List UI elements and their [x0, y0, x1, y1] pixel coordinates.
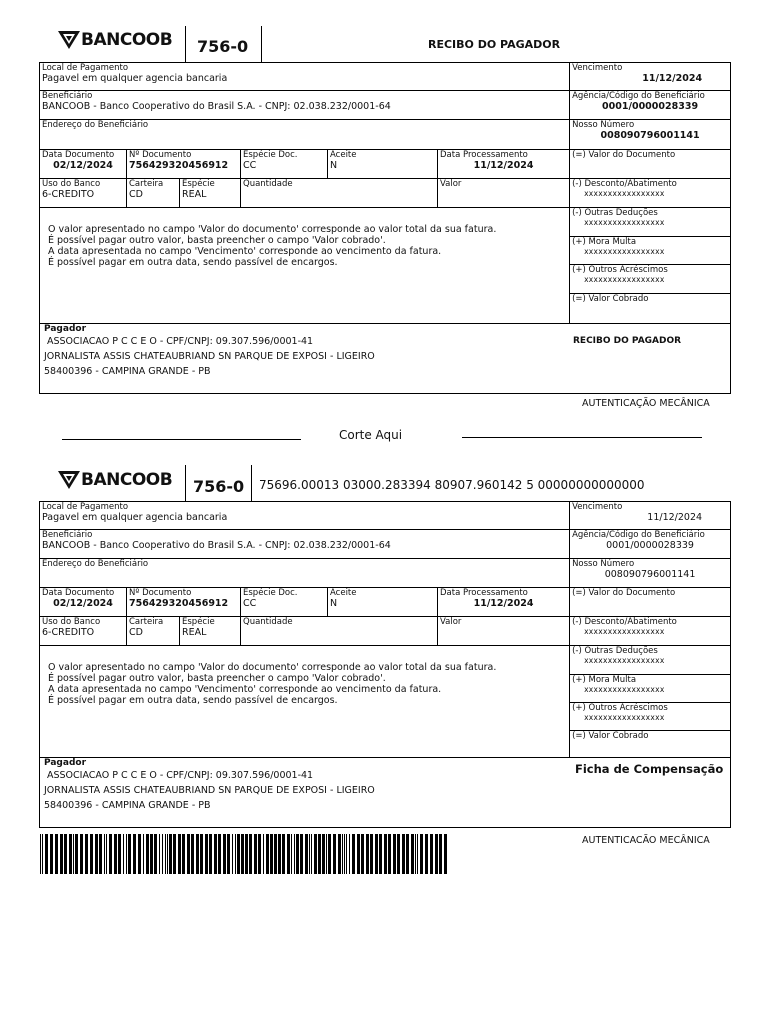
especie: REAL	[182, 189, 207, 200]
especie-doc: CC	[243, 160, 257, 171]
quantidade-cell: Quantidade	[241, 617, 438, 646]
barcode-bar	[75, 834, 78, 874]
agencia: 0001/0000028339	[602, 101, 699, 112]
barcode-bar	[379, 834, 382, 874]
bancoob-logo-mark-icon	[58, 471, 80, 489]
barcode-bar	[69, 834, 72, 874]
compensation-table	[39, 501, 731, 828]
pagador-label: Pagador	[44, 324, 87, 334]
data-documento-cell: Data Documento 02/12/2024	[40, 588, 127, 617]
barcode-bar	[90, 834, 93, 874]
agencia: 0001/0000028339	[606, 540, 694, 551]
barcode-bar	[104, 834, 105, 874]
barcode-bar	[326, 834, 327, 874]
barcode-bar	[346, 834, 347, 874]
uso-banco-cell: Uso do Banco 6-CREDITO	[40, 179, 127, 208]
barcode-bar	[237, 834, 240, 874]
barcode-bar	[282, 834, 285, 874]
bancoob-logo	[58, 470, 172, 490]
barcode-bar	[241, 834, 244, 874]
barcode-bar	[274, 834, 277, 874]
data-processamento: 11/12/2024	[473, 598, 534, 609]
instruction-line: A data apresentada no campo 'Vencimento' corresponde ao vencimento da fatura.	[48, 684, 442, 695]
barcode-bar	[191, 834, 194, 874]
barcode-bar	[50, 834, 53, 874]
data-processamento-cell: Data Processamento 11/12/2024	[438, 588, 570, 617]
barcode-bar	[270, 834, 273, 874]
valor-documento-cell: (=) Valor do Documento	[570, 150, 731, 179]
barcode-bar	[287, 834, 290, 874]
barcode-bar	[430, 834, 433, 874]
barcode-bar	[173, 834, 176, 874]
barcode-bar	[162, 834, 163, 874]
barcode-bar	[42, 834, 43, 874]
barcode-bar	[338, 834, 341, 874]
barcode-bar	[263, 834, 264, 874]
barcode-bar	[218, 834, 221, 874]
barcode-bar	[55, 834, 58, 874]
instruction-line: É possível pagar em outra data, sendo passível de encargos.	[48, 257, 338, 268]
vencimento-cell: Vencimento 11/12/2024	[570, 63, 731, 91]
autenticacao-mecanica: AUTENTICAÇÃO MECÂNICA	[582, 398, 710, 409]
barcode-bar	[322, 834, 325, 874]
outras-deducoes-cell: (-) Outras Deduções xxxxxxxxxxxxxxxxx	[570, 208, 731, 237]
uso-banco: 6-CREDITO	[42, 189, 95, 200]
outros-acrescimos-cell: (+) Outros Acréscimos xxxxxxxxxxxxxxxxx	[570, 265, 731, 294]
barcode-bar	[254, 834, 257, 874]
barcode-bar	[73, 834, 74, 874]
num-documento-cell: Nº Documento 756429320456912	[127, 588, 241, 617]
instruction-line: O valor apresentado no campo 'Valor do documento' corresponde ao valor total da sua fatura.	[48, 662, 497, 673]
beneficiario: BANCOOB - Banco Cooperativo do Brasil S.A. - CNPJ: 02.038.232/0001-64	[42, 101, 391, 112]
barcode-bar	[296, 834, 299, 874]
barcode-bar	[80, 834, 83, 874]
mora-multa-cell: (+) Mora Multa xxxxxxxxxxxxxxxxx	[570, 237, 731, 265]
barcode-bar	[64, 834, 67, 874]
vencimento: 11/12/2024	[642, 73, 703, 84]
data-documento-cell: Data Documento 02/12/2024	[40, 150, 127, 179]
barcode-bar	[165, 834, 166, 874]
barcode-bar	[40, 834, 41, 874]
pagador-label: Pagador	[44, 758, 87, 768]
carteira: CD	[129, 627, 143, 638]
agencia-cell: Agência/Código do Beneficiário 0001/0000028339	[570, 91, 731, 120]
cut-line-right	[462, 437, 702, 438]
barcode-bar	[366, 834, 369, 874]
barcode-bar	[118, 834, 121, 874]
barcode-bar	[402, 834, 405, 874]
barcode-bar	[344, 834, 345, 874]
valor-cell: Valor	[438, 179, 570, 208]
pagador-line: ASSOCIACAO P C C E O - CPF/CNPJ: 09.307.596/0001-41	[47, 336, 314, 347]
aceite: N	[330, 160, 338, 171]
aceite-cell: Aceite N	[328, 150, 438, 179]
bancoob-logo	[58, 30, 172, 50]
quantidade-cell: Quantidade	[241, 179, 438, 208]
autenticacao-mecanica: AUTENTICACÃO MECÂNICA	[582, 835, 710, 846]
uso-banco: 6-CREDITO	[42, 627, 95, 638]
nosso-numero: 008090796001141	[600, 130, 700, 141]
barcode-bar	[435, 834, 438, 874]
barcode-bar	[278, 834, 281, 874]
nosso-numero-cell: Nosso Número 008090796001141	[570, 559, 731, 588]
barcode-bar	[311, 834, 312, 874]
num-documento: 756429320456912	[129, 160, 229, 171]
barcode-bar	[352, 834, 355, 874]
linha-digitavel: 75696.00013 03000.283394 80907.960142 5 00000000000000	[259, 478, 645, 492]
barcode-bar	[361, 834, 364, 874]
outras-deducoes-cell: (-) Outras Deduções xxxxxxxxxxxxxxxxx	[570, 646, 731, 675]
barcode-bar	[182, 834, 185, 874]
barcode-bar	[425, 834, 428, 874]
especie: REAL	[182, 627, 207, 638]
barcode-bar	[258, 834, 261, 874]
barcode-bar	[420, 834, 423, 874]
receipt-header-title: RECIBO DO PAGADOR	[428, 38, 561, 51]
barcode-bar	[85, 834, 88, 874]
beneficiario-cell: Beneficiário BANCOOB - Banco Cooperativo do Brasil S.A. - CNPJ: 02.038.232/0001-64	[40, 91, 570, 120]
barcode-bar	[200, 834, 203, 874]
barcode-bar	[133, 834, 136, 874]
barcode-bar	[291, 834, 292, 874]
barcode-bar	[109, 834, 112, 874]
barcode-bar	[349, 834, 350, 874]
barcode-bar	[159, 834, 160, 874]
desconto-cell: (-) Desconto/Abatimento xxxxxxxxxxxxxxxxx	[570, 617, 731, 646]
pagador-cell	[40, 324, 731, 394]
barcode-bar	[300, 834, 303, 874]
num-documento: 756429320456912	[129, 598, 229, 609]
bank-code: 756-0	[193, 477, 245, 496]
barcode-bar	[227, 834, 230, 874]
cut-label: Corte Aqui	[339, 428, 403, 442]
barcode-bar	[138, 834, 141, 874]
bank-name: BANCOOB	[81, 30, 173, 50]
num-documento-cell: Nº Documento 756429320456912	[127, 150, 241, 179]
barcode-bar	[169, 834, 172, 874]
beneficiario-cell: Beneficiário BANCOOB - Banco Cooperativo do Brasil S.A. - CNPJ: 02.038.232/0001-64	[40, 530, 570, 559]
barcode-bar	[333, 834, 336, 874]
valor-cobrado-cell: (=) Valor Cobrado	[570, 294, 731, 324]
outros-acrescimos-cell: (+) Outros Acréscimos xxxxxxxxxxxxxxxxx	[570, 703, 731, 731]
instruction-line: É possível pagar outro valor, basta preencher o campo 'Valor cobrado'.	[48, 673, 386, 684]
pagador-cell	[40, 758, 731, 828]
especie-doc-cell: Espécie Doc. CC	[241, 150, 328, 179]
barcode-bar	[388, 834, 391, 874]
vencimento-cell: Vencimento 11/12/2024	[570, 502, 731, 530]
desconto-cell: (-) Desconto/Abatimento xxxxxxxxxxxxxxxxx	[570, 179, 731, 208]
barcode-bar	[294, 834, 295, 874]
carteira-cell: Carteira CD	[127, 179, 180, 208]
barcode	[40, 834, 450, 874]
barcode-bar	[123, 834, 124, 874]
local-pagamento-cell: Local de Pagamento Pagavel em qualquer agencia bancaria	[40, 63, 570, 91]
barcode-bar	[393, 834, 396, 874]
data-processamento-cell: Data Processamento 11/12/2024	[438, 150, 570, 179]
barcode-bar	[106, 834, 107, 874]
vencimento: 11/12/2024	[647, 512, 703, 523]
instruction-line: É possível pagar outro valor, basta preencher o campo 'Valor cobrado'.	[48, 235, 386, 246]
barcode-bar	[205, 834, 208, 874]
agencia-cell: Agência/Código do Beneficiário 0001/0000028339	[570, 530, 731, 559]
barcode-bar	[223, 834, 226, 874]
barcode-bar	[128, 834, 131, 874]
barcode-bar	[375, 834, 378, 874]
barcode-bar	[444, 834, 447, 874]
barcode-bar	[249, 834, 252, 874]
barcode-bar	[245, 834, 248, 874]
endereco-cell: Endereço do Beneficiário	[40, 120, 570, 150]
pagador-line: ASSOCIACAO P C C E O - CPF/CNPJ: 09.307.596/0001-41	[47, 770, 314, 781]
instruction-line: A data apresentada no campo 'Vencimento' corresponde ao vencimento da fatura.	[48, 246, 442, 257]
barcode-bar	[126, 834, 127, 874]
valor-documento-cell: (=) Valor do Documento	[570, 588, 731, 617]
local-pagamento: Pagavel em qualquer agencia bancaria	[42, 73, 228, 84]
barcode-bar	[209, 834, 212, 874]
bank-name: BANCOOB	[81, 470, 173, 490]
barcode-bar	[439, 834, 442, 874]
barcode-bar	[232, 834, 233, 874]
especie-cell: Espécie REAL	[180, 617, 241, 646]
barcode-bar	[266, 834, 269, 874]
barcode-bar	[178, 834, 181, 874]
beneficiario: BANCOOB - Banco Cooperativo do Brasil S.A. - CNPJ: 02.038.232/0001-64	[42, 540, 391, 551]
barcode-bar	[318, 834, 321, 874]
instruction-line: É possível pagar em outra data, sendo passível de encargos.	[48, 695, 338, 706]
barcode-bar	[415, 834, 416, 874]
barcode-bar	[314, 834, 317, 874]
barcode-bar	[328, 834, 331, 874]
barcode-bar	[397, 834, 400, 874]
uso-banco-cell: Uso do Banco 6-CREDITO	[40, 617, 127, 646]
local-pagamento: Pagavel em qualquer agencia bancaria	[42, 512, 228, 523]
barcode-bar	[45, 834, 48, 874]
pagador-line: JORNALISTA ASSIS CHATEAUBRIAND SN PARQUE DE EXPOSI - LIGEIRO	[44, 351, 375, 362]
data-documento: 02/12/2024	[53, 598, 113, 609]
barcode-bar	[384, 834, 387, 874]
endereco-cell: Endereço do Beneficiário	[40, 559, 570, 588]
barcode-bar	[60, 834, 63, 874]
barcode-bar	[309, 834, 310, 874]
instructions-cell	[40, 208, 570, 324]
barcode-bar	[167, 834, 168, 874]
instructions-cell	[40, 646, 570, 758]
barcode-bar	[406, 834, 409, 874]
instruction-line: O valor apresentado no campo 'Valor do documento' corresponde ao valor total da sua fatura.	[48, 224, 497, 235]
barcode-bar	[214, 834, 217, 874]
barcode-bar	[196, 834, 199, 874]
barcode-bar	[357, 834, 360, 874]
receipt-side-label: RECIBO DO PAGADOR	[573, 336, 682, 346]
barcode-bar	[342, 834, 343, 874]
pagador-line: 58400396 - CAMPINA GRANDE - PB	[44, 800, 211, 811]
barcode-bar	[150, 834, 153, 874]
data-documento: 02/12/2024	[53, 160, 113, 171]
pagador-line: 58400396 - CAMPINA GRANDE - PB	[44, 366, 211, 377]
barcode-bar	[154, 834, 157, 874]
barcode-bar	[305, 834, 308, 874]
data-processamento: 11/12/2024	[473, 160, 534, 171]
barcode-bar	[235, 834, 236, 874]
barcode-bar	[417, 834, 418, 874]
cut-line-left	[62, 439, 301, 440]
valor-cell: Valor	[438, 617, 570, 646]
especie-cell: Espécie REAL	[180, 179, 241, 208]
carteira-cell: Carteira CD	[127, 617, 180, 646]
carteira: CD	[129, 189, 143, 200]
bancoob-logo-mark-icon	[58, 31, 80, 49]
barcode-bar	[99, 834, 102, 874]
valor-cobrado-cell: (=) Valor Cobrado	[570, 731, 731, 758]
aceite: N	[330, 598, 338, 609]
receipt-table	[39, 62, 731, 394]
barcode-bar	[187, 834, 190, 874]
mora-multa-cell: (+) Mora Multa xxxxxxxxxxxxxxxxx	[570, 675, 731, 703]
nosso-numero-cell: Nosso Número 008090796001141	[570, 120, 731, 150]
barcode-bar	[146, 834, 149, 874]
especie-doc: CC	[243, 598, 257, 609]
barcode-bar	[370, 834, 373, 874]
ficha-compensacao-label: Ficha de Compensação	[575, 762, 724, 776]
barcode-bar	[95, 834, 98, 874]
local-pagamento-cell: Local de Pagamento Pagavel em qualquer agencia bancaria	[40, 502, 570, 530]
aceite-cell: Aceite N	[328, 588, 438, 617]
especie-doc-cell: Espécie Doc. CC	[241, 588, 328, 617]
nosso-numero: 008090796001141	[604, 569, 696, 580]
barcode-bar	[143, 834, 144, 874]
pagador-line: JORNALISTA ASSIS CHATEAUBRIAND SN PARQUE DE EXPOSI - LIGEIRO	[44, 785, 375, 796]
barcode-bar	[411, 834, 414, 874]
barcode-bar	[114, 834, 117, 874]
bank-code: 756-0	[197, 37, 249, 56]
